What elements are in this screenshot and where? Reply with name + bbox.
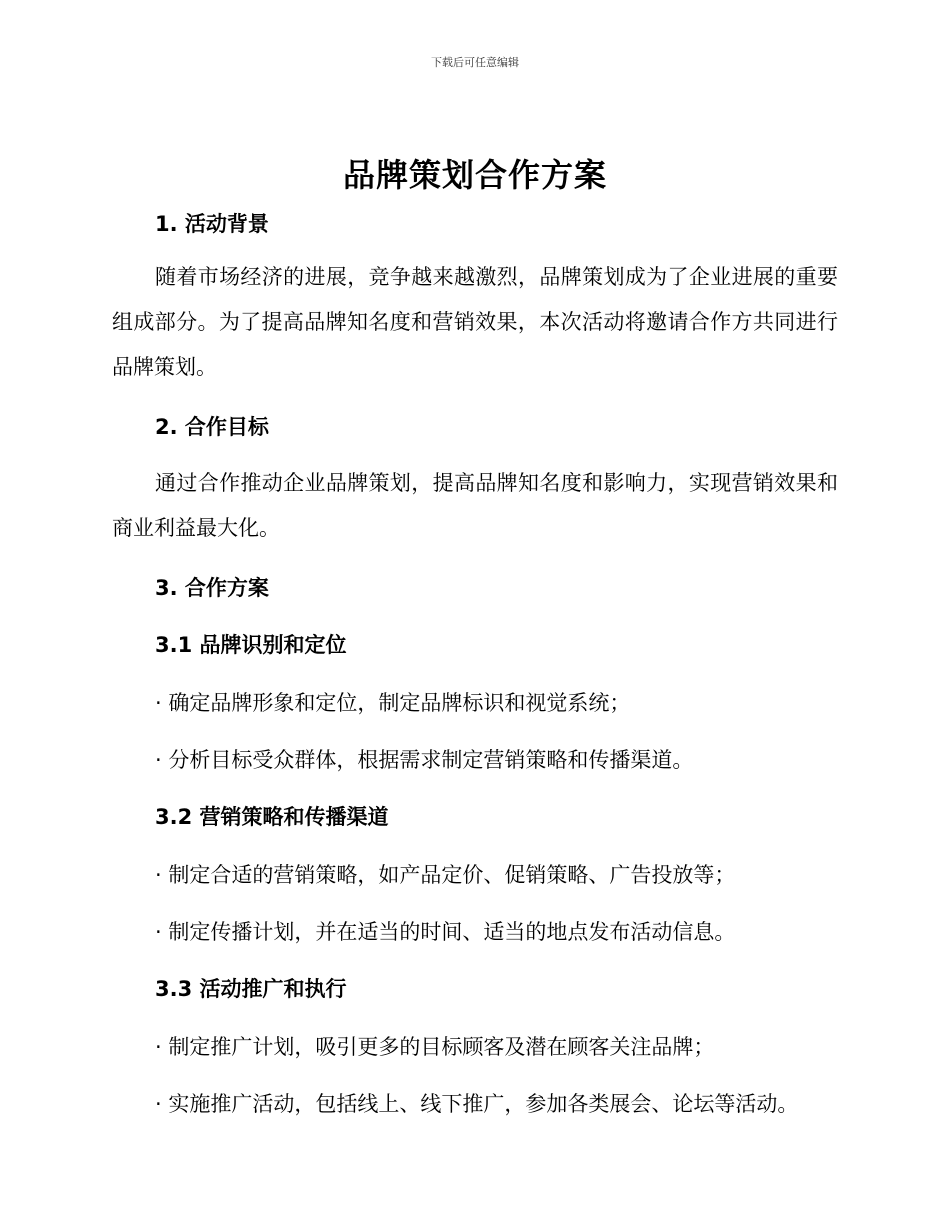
header-note: 下载后可任意编辑 bbox=[431, 56, 519, 69]
section-heading-2: 2. 合作目标 bbox=[155, 415, 269, 439]
bullet-item: · 制定推广计划，吸引更多的目标顾客及潜在顾客关注品牌； bbox=[155, 1035, 715, 1059]
subsection-heading-3-3: 3.3 活动推广和执行 bbox=[155, 977, 347, 1001]
bullet-item: · 确定品牌形象和定位，制定品牌标识和视觉系统； bbox=[155, 691, 631, 715]
section-heading-1: 1. 活动背景 bbox=[155, 212, 269, 236]
bullet-item: · 制定传播计划，并在适当的时间、适当的地点发布活动信息。 bbox=[155, 920, 736, 944]
section-paragraph-2: 通过合作推动企业品牌策划，提高品牌知名度和影响力，实现营销效果和商业利益最大化。 bbox=[112, 471, 838, 540]
subsection-heading-3-1: 3.1 品牌识别和定位 bbox=[155, 633, 347, 657]
bullet-item: · 实施推广活动，包括线上、线下推广，参加各类展会、论坛等活动。 bbox=[155, 1092, 799, 1116]
section-heading-3: 3. 合作方案 bbox=[155, 576, 269, 600]
document-title: 品牌策划合作方案 bbox=[342, 156, 607, 194]
section-paragraph-1: 随着市场经济的进展，竞争越来越激烈，品牌策划成为了企业进展的重要组成部分。为了提高品牌知名度和营销效果，本次活动将邀请合作方共同进行品牌策划。 bbox=[112, 265, 838, 379]
bullet-item: · 制定合适的营销策略，如产品定价、促销策略、广告投放等； bbox=[155, 863, 736, 887]
subsection-heading-3-2: 3.2 营销策略和传播渠道 bbox=[155, 805, 389, 829]
bullet-item: · 分析目标受众群体，根据需求制定营销策略和传播渠道。 bbox=[155, 748, 694, 772]
